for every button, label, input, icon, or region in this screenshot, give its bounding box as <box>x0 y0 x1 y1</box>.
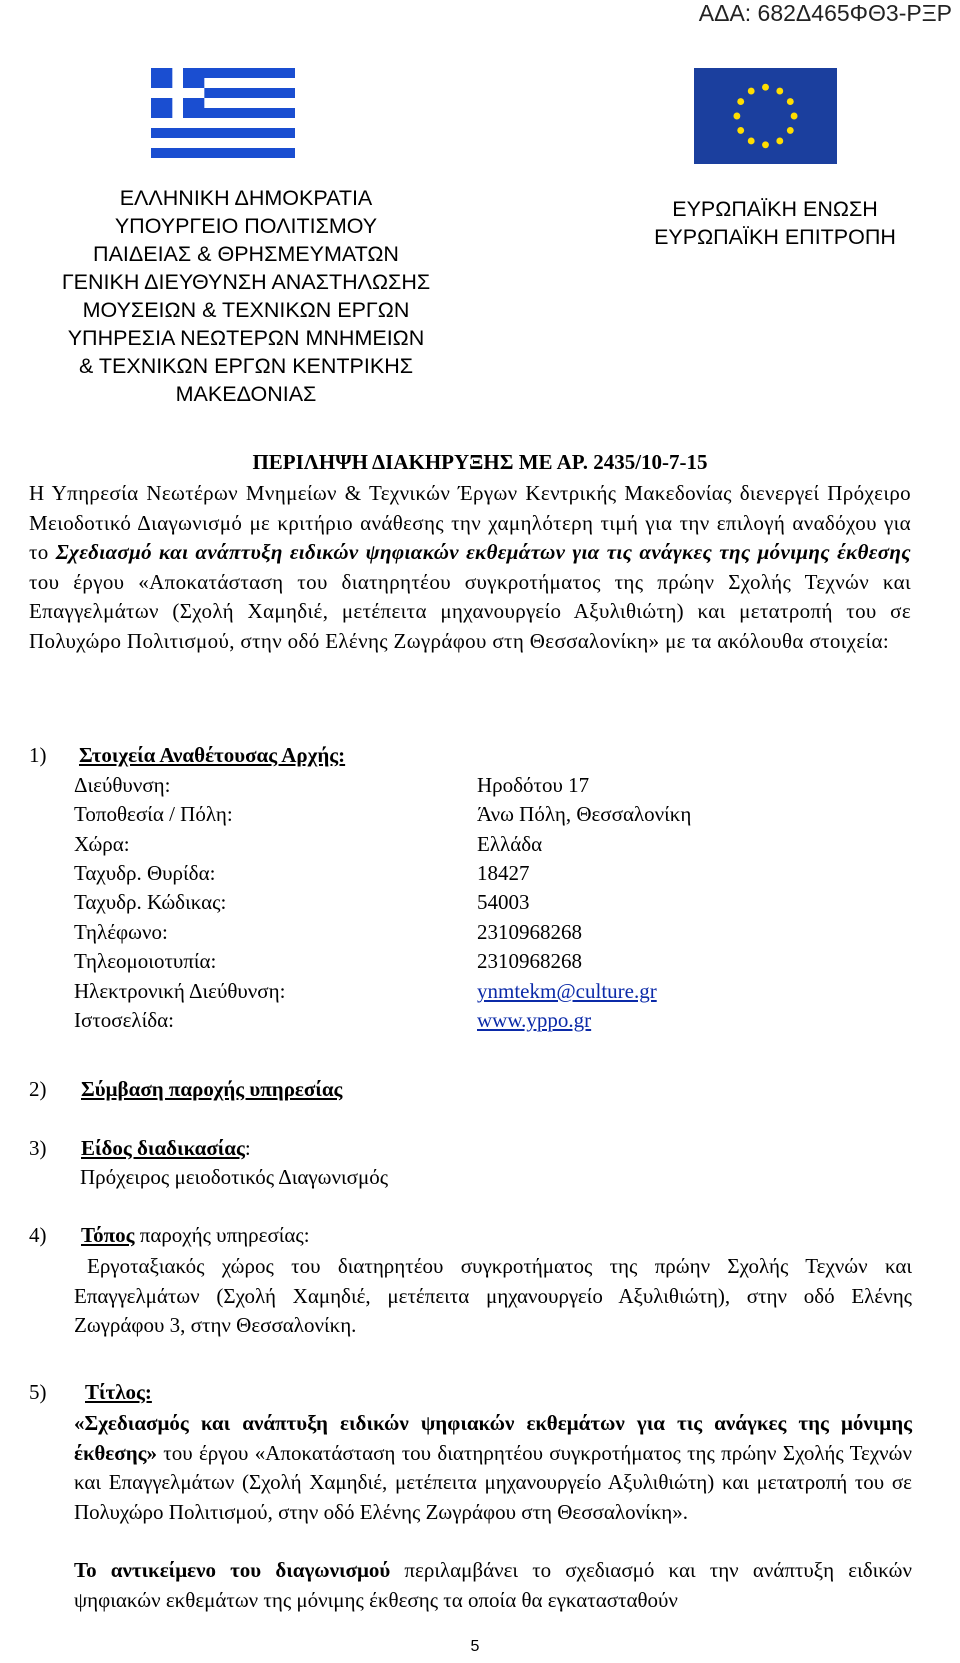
section-4-text: Εργοταξιακός χώρος του διατηρητέου συγκροτήματος της πρώην Σχολής Τεχνών και Επαγγελμάτων (Σχολή Χαμηδιέ, μετέπειτα μηχανουργείο Αξυλιθιώτη), στην οδό Ελένης Ζωγράφου 3, στην Θεσσαλονίκη. <box>74 1254 912 1337</box>
website-link[interactable]: www.yppo.gr <box>477 1008 592 1032</box>
header-line: ΕΥΡΩΠΑΪΚΗ ΕΝΩΣΗ <box>672 197 878 221</box>
info-label: Ηλεκτρονική Διεύθυνση: <box>74 979 286 1003</box>
info-label: Ταχυδρ. Κώδικας: <box>74 890 227 914</box>
info-label: Διεύθυνση: <box>74 773 171 797</box>
eu-flag-icon <box>694 68 837 164</box>
section-5-object-text <box>74 1556 912 1615</box>
intro-paragraph <box>29 479 911 656</box>
section-5-title-text <box>74 1409 912 1527</box>
object-rest: περιλαμβάνει το σχεδιασμό και την ανάπτυξη ειδικών ψηφιακών εκθεμάτων της μόνιμης έκθεσης τα οποία θα εγκατασταθούν <box>74 1558 912 1612</box>
section-5-heading <box>29 1380 152 1405</box>
info-label: Τοποθεσία / Πόλη: <box>74 802 233 826</box>
section-4-heading <box>29 1223 310 1248</box>
header-line: ΜΟΥΣΕΙΩΝ & ΤΕΧΝΙΚΩΝ ΕΡΓΩΝ <box>82 298 410 322</box>
section-title: Είδος διαδικασίας <box>81 1136 245 1160</box>
header-line: ΥΠΗΡΕΣΙΑ ΝΕΩΤΕΡΩΝ ΜΝΗΜΕΙΩΝ <box>67 326 425 350</box>
eu-header <box>620 195 930 251</box>
intro-text-rest: του έργου «Αποκατάσταση του διατηρητέου συγκροτήματος της πρώην Σχολής Τεχνών και Επαγγελμάτων (Σχολή Χαμηδιέ, μετέπειτα μηχανουργείο Αξυλιθιώτη) και μετατροπή του σε Πολυχώρο Πολιτισμού, στην οδό Ελένης Ζωγράφου στη Θεσσαλονίκη» με τα ακόλουθα στοιχεία: <box>29 569 911 653</box>
section-number: 4) <box>29 1223 47 1247</box>
info-value: 18427 <box>477 861 530 885</box>
section-title: Σύμβαση παροχής υπηρεσίας <box>81 1077 343 1101</box>
page-number: 5 <box>470 1638 480 1655</box>
section-number: 3) <box>29 1136 47 1160</box>
section-3-text: Πρόχειρος μειοδοτικός Διαγωνισμός <box>80 1165 389 1189</box>
intro-bold-text: Σχεδιασμό και ανάπτυξη ειδικών ψηφιακών εκθεμάτων για τις ανάγκες της μόνιμης έκθεσης <box>55 540 911 564</box>
section-title: Στοιχεία Αναθέτουσας Αρχής: <box>79 743 346 767</box>
section-title: Τόπος <box>81 1223 135 1247</box>
colon: : <box>244 1136 251 1160</box>
info-label: Τηλεομοιοτυπία: <box>74 949 217 973</box>
info-value: Άνω Πόλη, Θεσσαλονίκη <box>477 802 692 826</box>
info-value: 54003 <box>477 890 530 914</box>
info-label: Ταχυδρ. Θυρίδα: <box>74 861 216 885</box>
info-value: 2310968268 <box>477 949 582 973</box>
info-value: Ελλάδα <box>477 832 543 856</box>
info-label: Τηλέφωνο: <box>74 920 168 944</box>
section-1-heading <box>29 743 345 768</box>
greek-flag-icon <box>151 68 295 158</box>
header-line: ΓΕΝΙΚΗ ΔΙΕΥΘΥΝΣΗ ΑΝΑΣΤΗΛΩΣΗΣ <box>61 270 431 294</box>
header-line: ΜΑΚΕΔΟΝΙΑΣ <box>175 382 317 406</box>
header-line: ΥΠΟΥΡΓΕΙΟ ΠΟΛΙΤΙΣΜΟΥ <box>114 214 378 238</box>
ministry-header <box>16 184 476 408</box>
header-line: ΠΑΙΔΕΙΑΣ & ΘΡΗΣΜΕΥΜΑΤΩΝ <box>93 242 399 266</box>
header-line: ΕΛΛΗΝΙΚΗ ΔΗΜΟΚΡΑΤΙΑ <box>119 186 373 210</box>
info-label: Ιστοσελίδα: <box>74 1008 174 1032</box>
section-5-rest: του έργου «Αποκατάσταση του διατηρητέου συγκροτήματος της πρώην Σχολής Τεχνών και Επαγγελμάτων (Σχολή Χαμηδιέ, μετέπειτα μηχανουργείο Αξυλιθιώτη) και μετατροπή του σε Πολυχώρο Πολιτισμού, στην οδό Ελένης Ζωγράφου στη Θεσσαλονίκη». <box>74 1440 912 1524</box>
section-title: Τίτλος: <box>85 1380 152 1404</box>
info-label: Χώρα: <box>74 832 130 856</box>
header-line: & ΤΕΧΝΙΚΩΝ ΕΡΓΩΝ ΚΕΝΤΡΙΚΗΣ <box>78 354 414 378</box>
header-line: ΕΥΡΩΠΑΪΚΗ ΕΠΙΤΡΟΠΗ <box>654 225 896 249</box>
section-5-bold-title: «Σχεδιασμός και ανάπτυξη ειδικών ψηφιακών εκθεμάτων για τις ανάγκες της μόνιμης έκθεσης» <box>74 1411 912 1465</box>
info-value: 2310968268 <box>477 920 582 944</box>
section-title-rest: παροχής υπηρεσίας: <box>134 1223 310 1247</box>
object-bold: Το αντικείμενο του διαγωνισμού <box>74 1558 391 1582</box>
info-value: Ηροδότου 17 <box>477 773 590 797</box>
section-number: 5) <box>29 1380 47 1404</box>
section-number: 1) <box>29 743 47 767</box>
section-3-heading <box>29 1136 251 1161</box>
ada-code: ΑΔΑ: 682Δ465ΦΘ3-ΡΞΡ <box>698 0 952 26</box>
summary-title: ΠΕΡΙΛΗΨΗ ΔΙΑΚΗΡΥΞΗΣ ΜΕ ΑΡ. 2435/10-7-15 <box>252 450 708 474</box>
section-2-heading <box>29 1077 342 1102</box>
section-number: 2) <box>29 1077 47 1101</box>
intro-text: Η Υπηρεσία Νεωτέρων Μνημείων & Τεχνικών Έργων Κεντρικής Μακεδονίας διενεργεί Πρόχειρο Μειοδοτικό Διαγωνισμό με κριτήριο ανάθεσης την χαμηλότερη τιμή για την επιλογή αναδόχου για το <box>29 481 911 564</box>
email-link[interactable]: ynmtekm@culture.gr <box>477 979 657 1003</box>
